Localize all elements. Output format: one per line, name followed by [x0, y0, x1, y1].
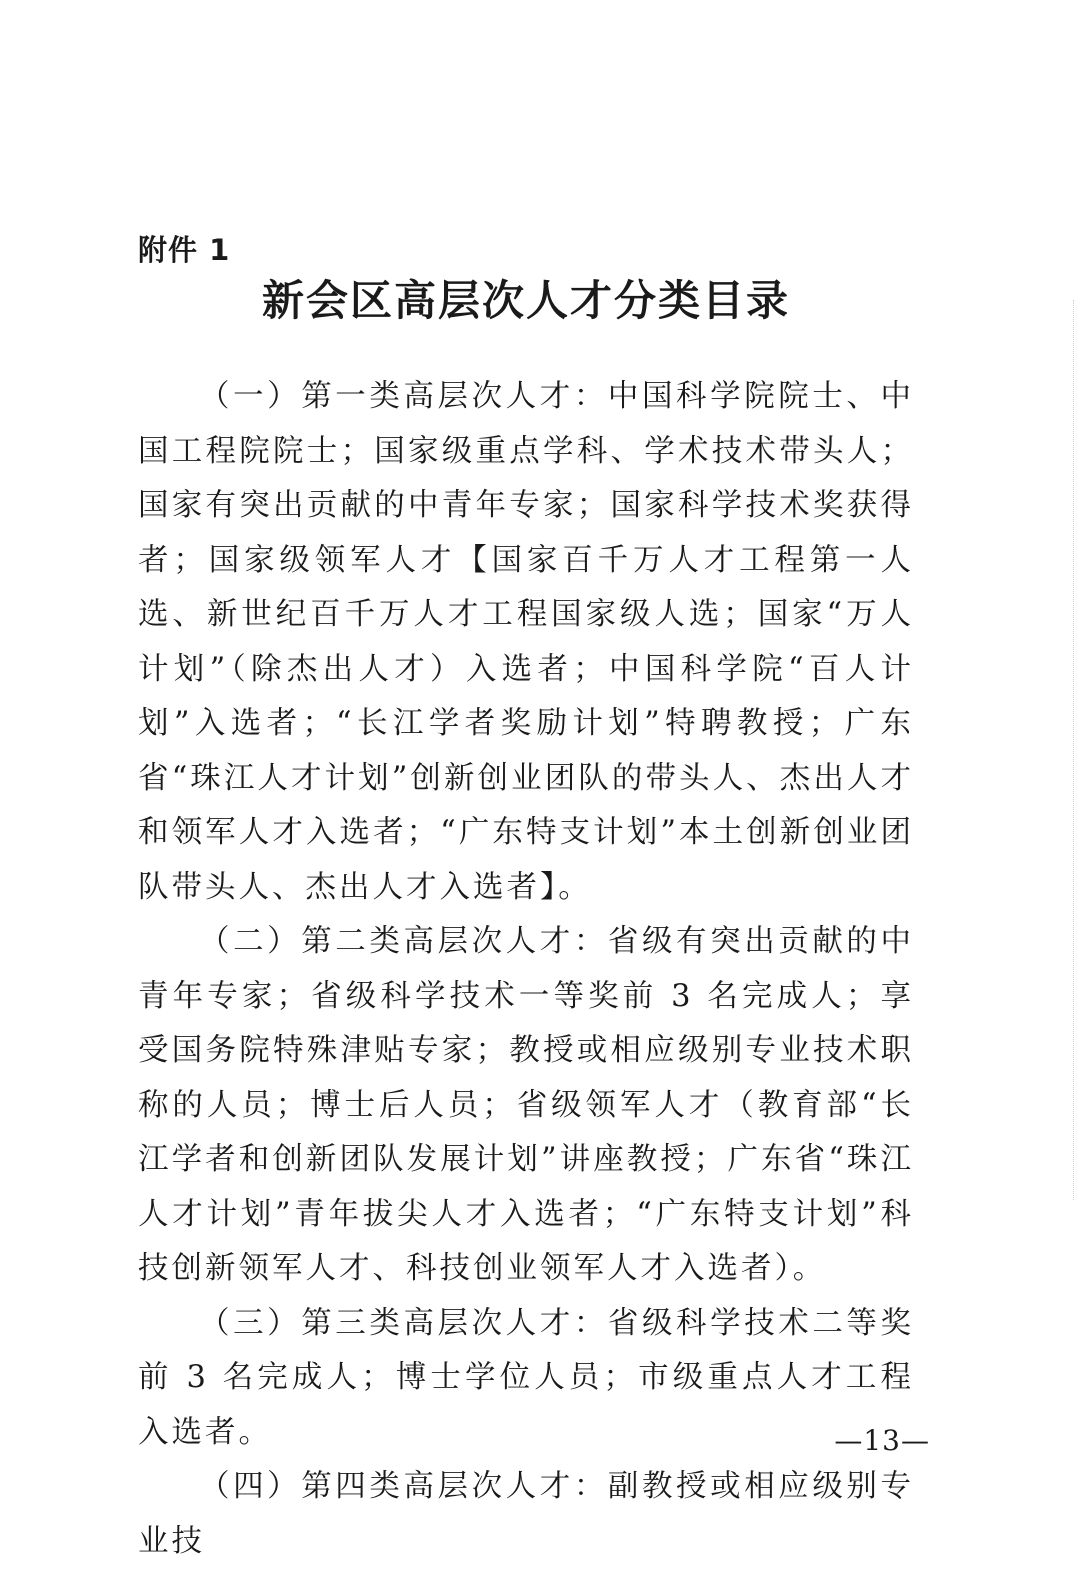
- paragraph-category-1: （一）第一类高层次人才：中国科学院院士、中国工程院院士；国家级重点学科、学术技术带头人；国家有突出贡献的中青年专家；国家科学技术奖获得者；国家级领军人才【国家百千万人才工程第一人选、新世纪百千万人才工程国家级人选；国家“万人计划”（除杰出人才）入选者；中国科学院“百人计划”入选者；“长江学者奖励计划”特聘教授；广东省“珠江人才计划”创新创业团队的带头人、杰出人才和领军人才入选者；“广东特支计划”本土创新创业团队带头人、杰出人才入选者】。: [138, 379, 914, 905]
- scan-margin-artifact: [1073, 300, 1076, 1200]
- paragraph-category-4: （四）第四类高层次人才：副教授或相应级别专业技: [138, 1469, 914, 1559]
- attachment-label: 附件 1: [138, 233, 231, 267]
- paragraph-category-2: （二）第二类高层次人才：省级有突出贡献的中青年专家；省级科学技术一等奖前 3 名完成人；享受国务院特殊津贴专家；教授或相应级别专业技术职称的人员；博士后人员；省级领军人才（教育部“长江学者和创新团队发展计划”讲座教授；广东省“珠江人才计划”青年拔尖人才入选者；“广东特支计划”科技创新领军人才、科技创业领军人才入选者）。: [138, 924, 914, 1286]
- document-title: 新会区高层次人才分类目录: [261, 276, 790, 325]
- page-number: —13—: [834, 1424, 930, 1457]
- paragraph-category-3: （三）第三类高层次人才：省级科学技术二等奖前 3 名完成人；博士学位人员；市级重点人才工程入选者。: [138, 1305, 914, 1450]
- document-body: [138, 370, 914, 1569]
